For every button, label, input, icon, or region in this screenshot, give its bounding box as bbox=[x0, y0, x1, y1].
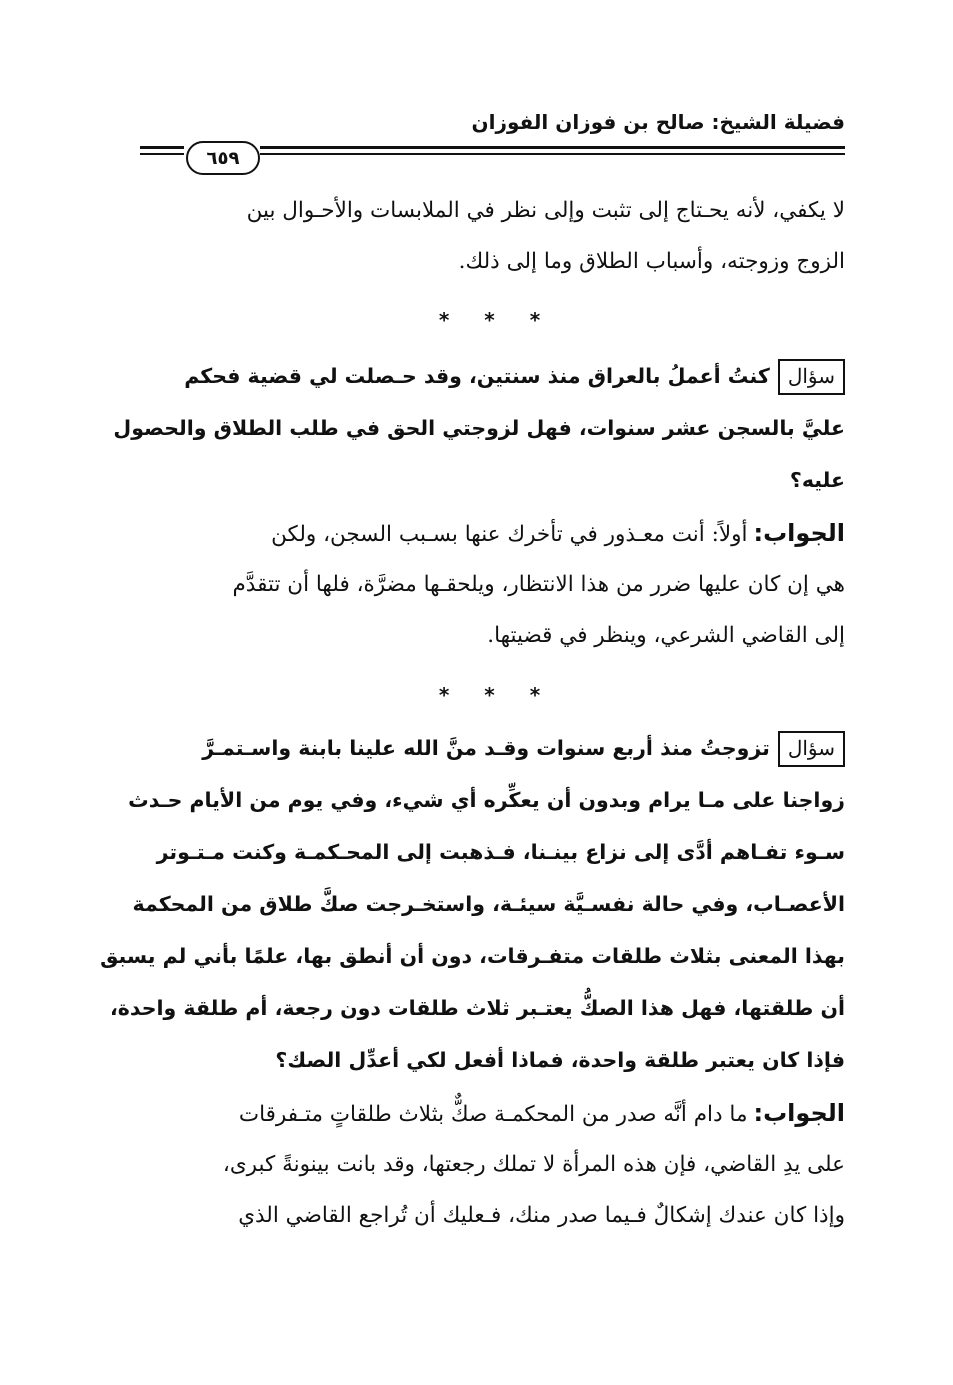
question-line: أن طلقتها، فهل هذا الصكُّ يعتـبر ثلاث طلقات دون رجعة، أم طلقة واحدة، bbox=[109, 996, 845, 1020]
answer-1 bbox=[137, 508, 845, 661]
header-rule-left-2 bbox=[140, 153, 184, 155]
question-1 bbox=[113, 350, 845, 506]
header-rule-right bbox=[260, 146, 845, 149]
question-line: فإذا كان يعتبر طلقة واحدة، فماذا أفعل لكي أعدِّل الصك؟ bbox=[275, 1048, 845, 1072]
answer-line: هي إن كان عليها ضرر من هذا الانتظار، ويلحقـها مضرَّة، فلها أن تتقدَّم bbox=[232, 572, 845, 597]
question-line bbox=[137, 722, 845, 774]
header-rule-right-2 bbox=[260, 153, 845, 155]
header-title: فضيلة الشيخ: صالح بن فوزان الفوزان bbox=[471, 110, 845, 134]
text-line: لا يكفي، لأنه يحـتاج إلى تثبت وإلى نظر في الملابسات والأحـوال بين bbox=[246, 198, 845, 223]
header-rule-left bbox=[140, 146, 184, 149]
paragraph-continuation bbox=[137, 185, 845, 287]
text-line: الزوج وزوجته، وأسباب الطلاق وما إلى ذلك. bbox=[458, 249, 845, 274]
question-text: كنتُ أعملُ بالعراق منذ سنتين، وقد حـصلت لي قضية فحكم bbox=[184, 364, 770, 388]
question-line: عليَّ بالسجن عشر سنوات، فهل لزوجتي الحق في طلب الطلاق والحصول bbox=[113, 416, 845, 440]
page-number: ٦٥٩ bbox=[186, 141, 260, 175]
answer-text: ما دام أنَّه صدر من المحكمـة صكٌّ بثلاث طلقاتٍ متـفرقات bbox=[238, 1102, 748, 1127]
answer-label: الجواب: bbox=[753, 1099, 845, 1127]
answer-line bbox=[137, 508, 845, 559]
question-line: الأعصـاب، وفي حالة نفسـيَّة سيئـة، واستخـرجت صكَّ طلاق من المحكمة bbox=[132, 892, 845, 916]
answer-line: وإذا كان عندك إشكالٌ فـيما صدر منك، فـعليك أن تُراجع القاضي الذي bbox=[238, 1203, 845, 1228]
section-separator: * * * bbox=[438, 308, 555, 332]
answer-line: إلى القاضي الشرعي، وينظر في قضيتها. bbox=[487, 623, 845, 648]
question-line: زواجنا على مـا يرام وبدون أن يعكِّره أي شيء، وفي يوم من الأيام حـدث bbox=[128, 788, 845, 812]
question-2 bbox=[100, 722, 845, 1086]
page-header bbox=[140, 100, 845, 195]
answer-2 bbox=[137, 1088, 845, 1241]
question-line: سـوء تفـاهم أدَّى إلى نزاع بينـنا، فـذهبت إلى المحـكمـة وكنت مـتـوتر bbox=[156, 840, 845, 864]
question-label: سؤال bbox=[778, 359, 845, 395]
question-line bbox=[137, 350, 845, 402]
section-separator: * * * bbox=[438, 683, 555, 707]
question-text: تزوجتُ منذ أربع سنوات وقـد منَّ الله علينا بابنة واسـتمـرَّ bbox=[202, 736, 770, 760]
answer-line: على يدِ القاضي، فإن هذه المرأة لا تملك رجعتها، وقد بانت بينونةً كبرى، bbox=[222, 1152, 845, 1177]
answer-line bbox=[137, 1088, 845, 1139]
question-line: عليه؟ bbox=[789, 468, 845, 492]
question-label: سؤال bbox=[778, 731, 845, 767]
answer-label: الجواب: bbox=[753, 519, 845, 547]
answer-text: أولاً: أنت معـذور في تأخرك عنها بسـبب السجن، ولكن bbox=[271, 522, 748, 547]
question-line: بهذا المعنى بثلاث طلقات متفـرقات، دون أن أنطق بها، علمًا بأني لم يسبق bbox=[100, 944, 845, 968]
